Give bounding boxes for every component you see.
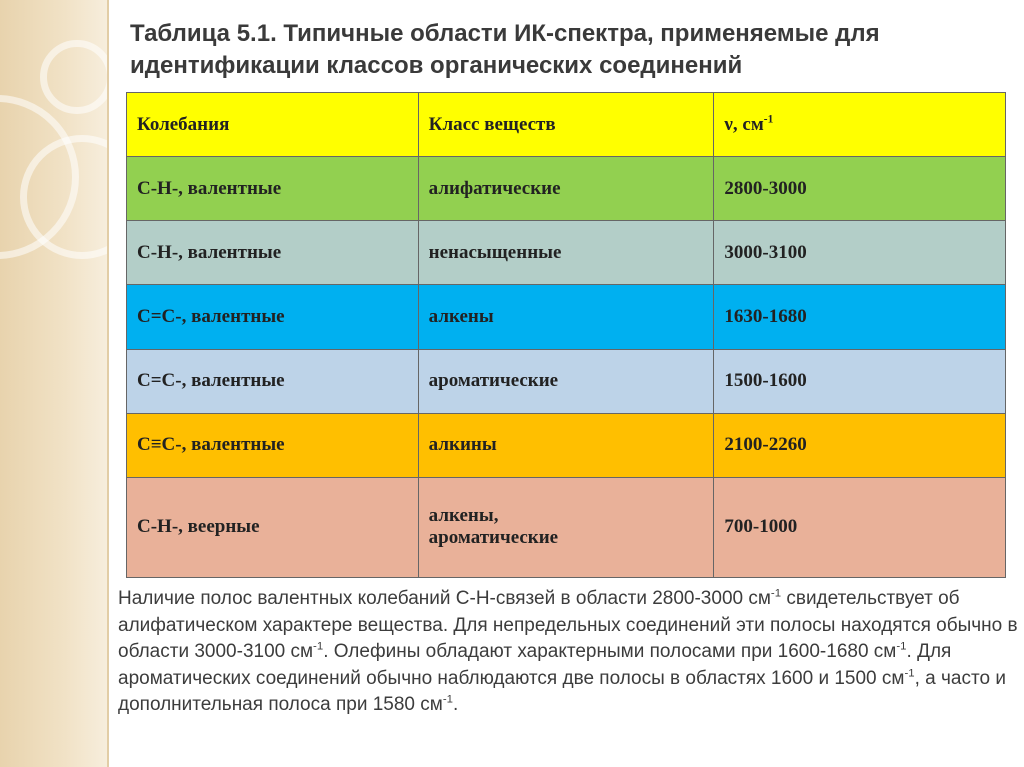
note-sup: -1 <box>770 587 782 600</box>
note-text: . Для ароматических соединений обычно наблюдаются две полосы в областях 1600 и 1500 см <box>118 641 952 689</box>
decorative-side-panel <box>0 0 108 767</box>
note-sup: -1 <box>313 640 324 653</box>
header-vibration: Колебания <box>127 93 419 157</box>
cell-range: 1500-1600 <box>714 349 1006 413</box>
cell-vibration: С≡С-, валентные <box>127 413 419 477</box>
cell-class-line2: ароматические <box>428 527 559 549</box>
note-sup: -1 <box>442 693 453 706</box>
slide-title <box>130 18 1010 82</box>
table-row <box>127 285 1006 349</box>
cell-class: ненасыщенные <box>418 221 714 285</box>
cell-vibration: С-Н-, веерные <box>127 477 419 577</box>
note-text: Наличие полос валентных колебаний С-Н-связей в области 2800-3000 см <box>118 588 771 609</box>
cell-vibration: С-Н-, валентные <box>127 157 419 221</box>
side-divider <box>107 0 109 767</box>
cell-class: алкены <box>418 285 714 349</box>
cell-class: алкины <box>418 413 714 477</box>
cell-range: 1630-1680 <box>714 285 1006 349</box>
header-wavenumber-base: ν, см <box>724 113 764 135</box>
table-row <box>127 477 1006 577</box>
cell-vibration: С=С-, валентные <box>127 285 419 349</box>
table-row <box>127 413 1006 477</box>
table-row <box>127 157 1006 221</box>
table-header-row <box>127 93 1006 157</box>
cell-range: 2100-2260 <box>714 413 1006 477</box>
slide-title-line1: Таблица 5.1. Типичные области ИК-спектра, применяемые для <box>130 20 880 47</box>
note-sup: -1 <box>896 640 907 653</box>
cell-range: 3000-3100 <box>714 221 1006 285</box>
slide-title-line2: идентификации классов органических соединений <box>130 52 743 79</box>
header-class: Класс веществ <box>418 93 714 157</box>
cell-class-line1: алкены, <box>428 505 499 527</box>
note-sup: -1 <box>904 667 915 680</box>
cell-class: алифатические <box>418 157 714 221</box>
header-wavenumber-sup: -1 <box>763 113 774 126</box>
explanation-paragraph <box>118 586 1018 719</box>
ir-spectrum-table <box>126 92 1006 578</box>
header-wavenumber <box>714 93 1006 157</box>
cell-range: 2800-3000 <box>714 157 1006 221</box>
cell-vibration: С-Н-, валентные <box>127 221 419 285</box>
cell-range: 700-1000 <box>714 477 1006 577</box>
decorative-ring <box>40 40 108 114</box>
note-text: , а часто и дополнительная полоса при 1580 см <box>118 667 1006 715</box>
table-row <box>127 221 1006 285</box>
table-row <box>127 349 1006 413</box>
cell-class: ароматические <box>418 349 714 413</box>
note-text: . Олефины обладают характерными полосами при 1600-1680 см <box>323 641 897 662</box>
note-text: свидетельствует об алифатическом характере вещества. Для непредельных соединений эти полосы находятся обычно в области 3000-3100 см <box>118 588 1018 662</box>
cell-vibration: С=С-, валентные <box>127 349 419 413</box>
cell-class <box>418 477 714 577</box>
note-text: . <box>452 694 459 715</box>
